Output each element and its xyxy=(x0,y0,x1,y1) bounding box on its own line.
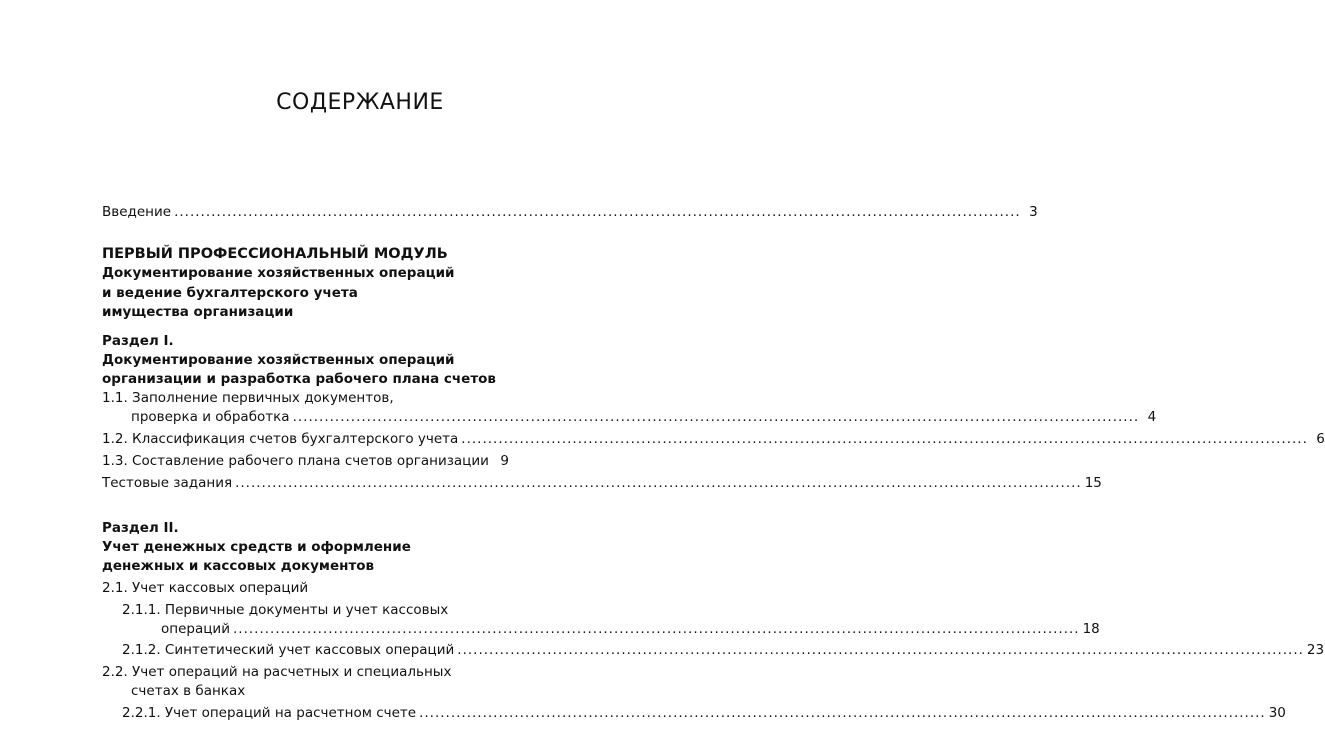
toc-entry-label[interactable]: 1.1. Заполнение первичных документов, xyxy=(102,390,394,406)
toc-entry-1-2[interactable] xyxy=(102,430,1325,448)
toc-entry-label[interactable]: 2.2. Учет операций на расчетных и специальных xyxy=(102,664,452,680)
dot-leader: ................................................................................................................................................................ xyxy=(292,409,1140,425)
toc-entry-label: 2.2.1. Учет операций на расчетном счете xyxy=(122,705,417,721)
toc-entry-page: 3 xyxy=(1029,204,1038,220)
toc-entry-1-1[interactable] xyxy=(131,408,1157,426)
toc-entry-2-1-2[interactable] xyxy=(122,641,1325,659)
toc-entry-page: 15 xyxy=(1084,475,1102,491)
toc-entry-label[interactable]: счетах в банках xyxy=(131,683,246,699)
toc-entry-label: Тестовые задания xyxy=(102,475,233,491)
toc-entry-1-3[interactable] xyxy=(102,452,509,470)
toc-entry-label: операций xyxy=(161,621,230,637)
toc-entry-label: Введение xyxy=(102,204,172,220)
toc-entry-label: 2.1.2. Синтетический учет кассовых операций xyxy=(122,642,455,658)
module-heading: ПЕРВЫЙ ПРОФЕССИОНАЛЬНЫЙ МОДУЛЬ xyxy=(102,246,448,262)
toc-entry-label[interactable]: 2.1.1. Первичные документы и учет кассовых xyxy=(122,602,449,618)
toc-entry-label: 1.3. Составление рабочего плана счетов организации xyxy=(102,453,489,469)
toc-entry-tests[interactable] xyxy=(102,474,1102,492)
toc-entry-intro[interactable] xyxy=(102,203,1038,221)
dot-leader: ................................................................................................................................................................ xyxy=(419,705,1266,721)
toc-entry-page: 23 xyxy=(1306,642,1325,658)
module-subtitle-line: Документирование хозяйственных операций xyxy=(102,265,455,281)
dot-leader: ................................................................................................................................................................ xyxy=(232,621,1080,637)
toc-entry-label: проверка и обработка xyxy=(131,409,290,425)
section-title-line: денежных и кассовых документов xyxy=(102,558,375,574)
dot-leader: ................................................................................................................................................................ xyxy=(174,204,1021,220)
toc-entry-2-2-1[interactable] xyxy=(122,704,1286,722)
section-title-line: Учет денежных средств и оформление xyxy=(102,539,411,555)
toc-entry-page: 9 xyxy=(500,453,509,469)
section-title-line: Документирование хозяйственных операций xyxy=(102,352,455,368)
section-heading: Раздел I. xyxy=(102,333,174,349)
toc-entry-2-1-1[interactable] xyxy=(161,620,1100,638)
toc-entry-label: 1.2. Классификация счетов бухгалтерского учета xyxy=(102,431,459,447)
toc-entry-2-1[interactable]: 2.1. Учет кассовых операций xyxy=(102,580,309,596)
toc-entry-page: 4 xyxy=(1147,409,1157,425)
dot-leader: ................................................................................................................................................................ xyxy=(235,475,1082,491)
section-heading: Раздел II. xyxy=(102,520,179,536)
toc-entry-page: 6 xyxy=(1316,431,1325,447)
section-title-line: организации и разработка рабочего плана счетов xyxy=(102,371,496,387)
module-subtitle-line: имущества организации xyxy=(102,304,294,320)
dot-leader: ................................................................................................................................................................ xyxy=(457,642,1304,658)
dot-leader: ................................................................................................................................................................ xyxy=(461,431,1308,447)
toc-entry-page: 18 xyxy=(1082,621,1100,637)
toc-title: СОДЕРЖАНИЕ xyxy=(276,90,444,115)
toc-entry-page: 30 xyxy=(1268,705,1286,721)
module-subtitle-line: и ведение бухгалтерского учета xyxy=(102,285,358,301)
